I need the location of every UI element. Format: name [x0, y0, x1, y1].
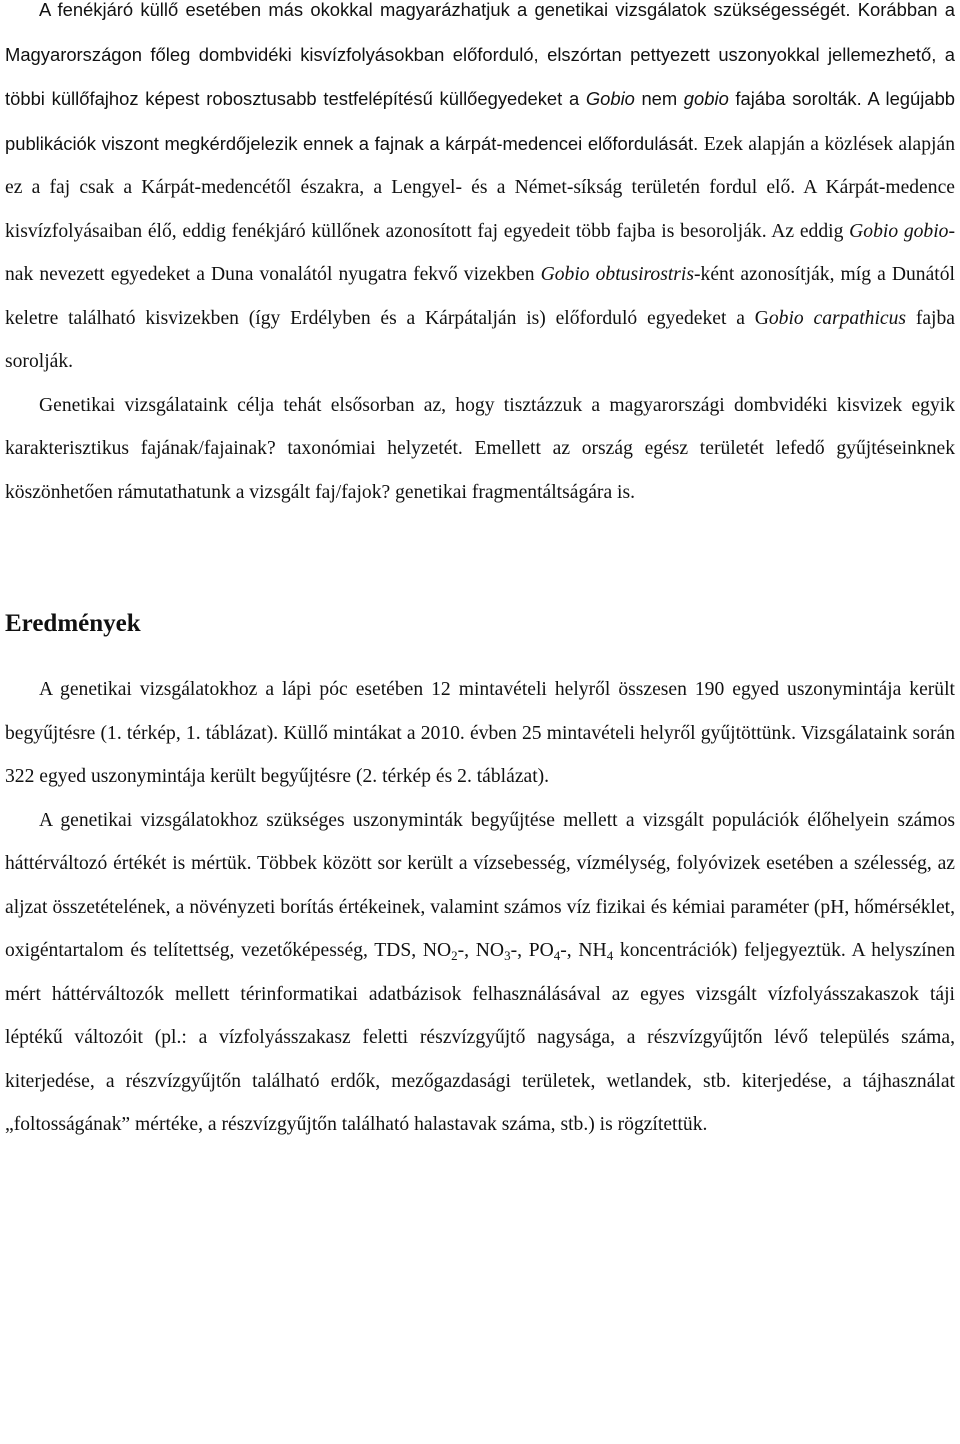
- paragraph1-part-c: -ként azonosítják, míg a Dunától keletre található kisvizekben (így Erdélyben és a Kárpátalján is) előforduló egyedeket a G: [5, 264, 955, 329]
- species-name-gobio-obtusirostris: Gobio obtusirostris: [540, 264, 694, 285]
- paragraph-research-goal: Genetikai vizsgálataink célja tehát elsősorban az, hogy tisztázzuk a magyarországi dombvidéki kisvizek egyik karakterisztikus fajának/fajainak? taxonómiai helyzetét. Emellett az ország egész területét lefedő gyűjtéseinknek köszönhetően rámutathatunk a vizsgált faj/fajok? genetikai fragmentáltságára is.: [5, 394, 955, 503]
- section-heading-results: Eredmények: [5, 610, 141, 637]
- paragraph1-part-b: -nak nevezett egyedeket a Duna vonalától nyugatra fekvő vizekben: [5, 220, 955, 285]
- subscript-no3: 3: [504, 948, 511, 963]
- section-spacer: [5, 514, 955, 602]
- paragraph-gobio-background: [5, 0, 955, 384]
- subscript-no2: 2: [451, 948, 458, 963]
- species-name-gobio-2: gobio: [683, 88, 729, 109]
- subscript-nh4: 4: [606, 948, 614, 963]
- species-name-gobio-gobio: Gobio gobio: [849, 220, 949, 242]
- paragraph1-sentence2: Ezek alapján a közlések alapján ez a faj csak a Kárpát-medencétől északra, a Lengyel- és a Német-síkság területén fordul elő. A Kárpát-medence kisvízfolyásaiban élő, eddig fenékjáró küllőnek azonosított faj egyedeit több fajba is besorolják. Az eddig: [5, 133, 955, 242]
- paragraph-sampling: A genetikai vizsgálatokhoz a lápi póc esetében 12 mintavételi helyről összesen 190 egyed uszonymintája került begyűjtésre (1. térkép, 1. táblázat). Küllő mintákat a 2010. évben 25 mintavételi helyről gyűjtöttünk. Vizsgálataink során 322 egyed uszonymintája került begyűjtésre (2. térkép és 2. táblázat).: [5, 679, 955, 787]
- paragraph1-sentence1: A fenékjáró küllő esetében más okokkal magyarázhatjuk a genetikai vizsgálatok szükségességét. Korábban a Magyarországon főleg dombvidéki kisvízfolyásokban előforduló, elszórtan pettyezett uszonyokkal jellemezhető, a többi küllőfajhoz képest robosztusabb testfelépítésű küllőegyedeket a: [5, 0, 955, 109]
- paragraph-background-variables: [5, 799, 955, 1147]
- paragraph4-part-e: koncentrációk) feljegyeztük. A helyszínen mért háttérváltozók mellett térinformatikai adatbázisok felhasználásával az egyes vizsgált vízfolyásszakaszok táji léptékű változóit (pl.: a vízfolyásszakasz feletti részvízgyűjtő nagysága, a részvízgyűjtőn lévő település száma, kiterjedése, a részvízgyűjtőn található erdők, mezőgazdasági területek, wetlandek, stb. kiterjedése, a tájhasználat „foltosságának” mértéke, a részvízgyűjtőn található halastavak száma, stb.) is rögzítettük.: [5, 940, 956, 1135]
- species-name-gobio: Gobio: [585, 88, 635, 109]
- paragraph1-sentence1-end: fajába sorolták. A legújabb publikációk viszont megkérdőjelezik ennek a fajnak a kárpát-medencei előfordulását.: [5, 88, 956, 154]
- subscript-po4: 4: [553, 948, 561, 963]
- paragraph1-part-d: fajba sorolják.: [5, 307, 955, 372]
- paragraph1-mid: nem: [641, 88, 678, 109]
- paragraph4-part-d: -, NH: [560, 940, 607, 961]
- species-name-gobio-carpathicus: obio carpathicus: [768, 307, 907, 329]
- paragraph4-part-a: A genetikai vizsgálatokhoz szükséges uszonyminták begyűjtése mellett a vizsgált populációk élőhelyein számos háttérváltozó értékét is mértük. Többek között sor került a vízsebesség, vízmélység, folyóvizek esetében a szélesség, az aljzat összetételének, a növényzeti borítás értékeinek, valamint számos víz fizikai és kémiai paraméter (pH, hőmérséklet, oxigéntartalom és telítettség, vezetőképesség, TDS, NO: [5, 809, 955, 961]
- paragraph4-part-c: -, PO: [510, 940, 554, 961]
- paragraph4-part-b: -, NO: [457, 940, 505, 961]
